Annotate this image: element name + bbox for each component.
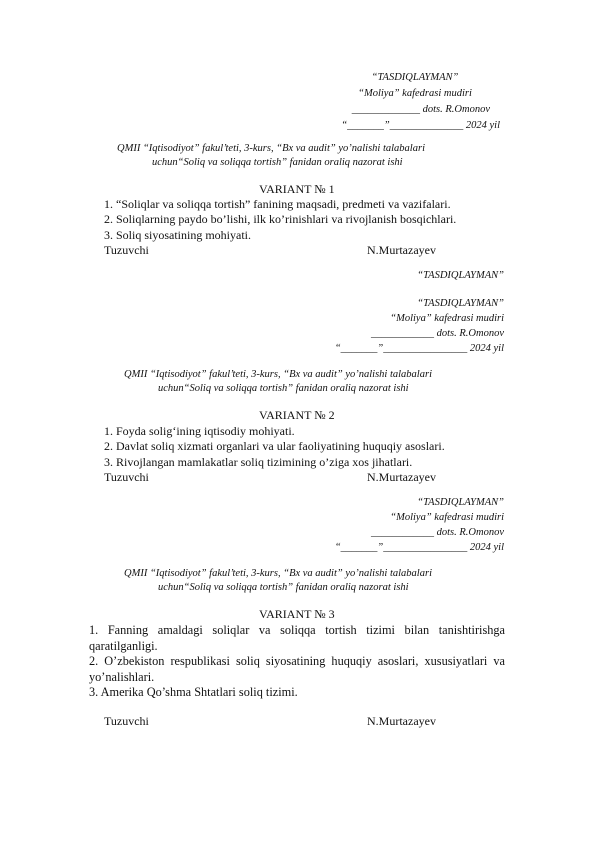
approval-head: _____________ dots. R.Omonov xyxy=(351,104,490,115)
approval-date: “_______”________________ 2024 yil xyxy=(334,343,504,354)
approval-title: “TASDIQLAYMAN” xyxy=(371,72,459,83)
tuzuvchi-label: Tuzuvchi xyxy=(104,243,149,257)
approval-dept: “Moliya” kafedrasi mudiri xyxy=(390,512,504,523)
exam-header-line2: uchun“Soliq va soliqqa tortish” fanidan oraliq nazorat ishi xyxy=(152,157,403,168)
question-item: 1. Foyda solig‘ining iqtisodiy mohiyati. xyxy=(104,424,295,438)
approval-title: “TASDIQLAYMAN” xyxy=(417,497,504,508)
question-item-continued: qaratilganligi. xyxy=(89,639,158,653)
exam-header-line2: uchun“Soliq va soliqqa tortish” fanidan oraliq nazorat ishi xyxy=(158,582,409,593)
approval-head: ____________ dots. R.Omonov xyxy=(371,328,504,339)
approval-head: ____________ dots. R.Omonov xyxy=(371,527,504,538)
variant-title: VARIANT № 1 xyxy=(259,182,335,196)
question-item-continued: yo’nalishlari. xyxy=(89,670,155,684)
exam-header-line1: QMII “Iqtisodiyot” fakul’teti, 3-kurs, “Bx va audit” yo’nalishi talabalari xyxy=(124,369,432,380)
question-item: 3. Soliq siyosatining mohiyati. xyxy=(104,228,252,242)
variant-title: VARIANT № 3 xyxy=(259,607,335,621)
question-item: 3. Amerika Qo’shma Shtatlari soliq tizimi. xyxy=(89,685,298,699)
author-name: N.Murtazayev xyxy=(367,243,436,257)
question-item: 3. Rivojlangan mamlakatlar soliq tizimining o’ziga xos jihatlari. xyxy=(104,455,413,469)
approval-date: “_______”______________ 2024 yil xyxy=(341,120,500,131)
question-item: 1. “Soliqlar va soliqqa tortish” fanining maqsadi, predmeti va vazifalari. xyxy=(104,197,451,211)
exam-header-line1: QMII “Iqtisodiyot” fakul’teti, 3-kurs, “Bx va audit” yo’nalishi talabalari xyxy=(117,143,425,154)
question-item: 2. Soliqlarning paydo bo’lishi, ilk ko’rinishlari va rivojlanish bosqichlari. xyxy=(104,212,457,226)
tuzuvchi-label: Tuzuvchi xyxy=(104,470,149,484)
approval-dept: “Moliya” kafedrasi mudiri xyxy=(390,313,504,324)
tuzuvchi-label: Tuzuvchi xyxy=(104,714,149,728)
question-item: 2. O’zbekiston respublikasi soliq siyosatining huquqiy asoslari, xususiyatlari va xyxy=(89,654,505,668)
variant-title: VARIANT № 2 xyxy=(259,408,335,422)
exam-header-line2: uchun“Soliq va soliqqa tortish” fanidan oraliq nazorat ishi xyxy=(158,383,409,394)
approval-date: “_______”________________ 2024 yil xyxy=(334,542,504,553)
author-name: N.Murtazayev xyxy=(367,714,436,728)
approval-title: “TASDIQLAYMAN” xyxy=(417,298,504,309)
approval-dept: “Moliya” kafedrasi mudiri xyxy=(358,88,472,99)
author-name: N.Murtazayev xyxy=(367,470,436,484)
question-item: 1. Fanning amaldagi soliqlar va soliqqa tortish tizimi bilan tanishtirishga xyxy=(89,623,505,637)
exam-header-line1: QMII “Iqtisodiyot” fakul’teti, 3-kurs, “Bx va audit” yo’nalishi talabalari xyxy=(124,568,432,579)
approval-title: “TASDIQLAYMAN” xyxy=(417,270,504,281)
question-item: 2. Davlat soliq xizmati organlari va ular faoliyatining huquqiy asoslari. xyxy=(104,439,445,453)
